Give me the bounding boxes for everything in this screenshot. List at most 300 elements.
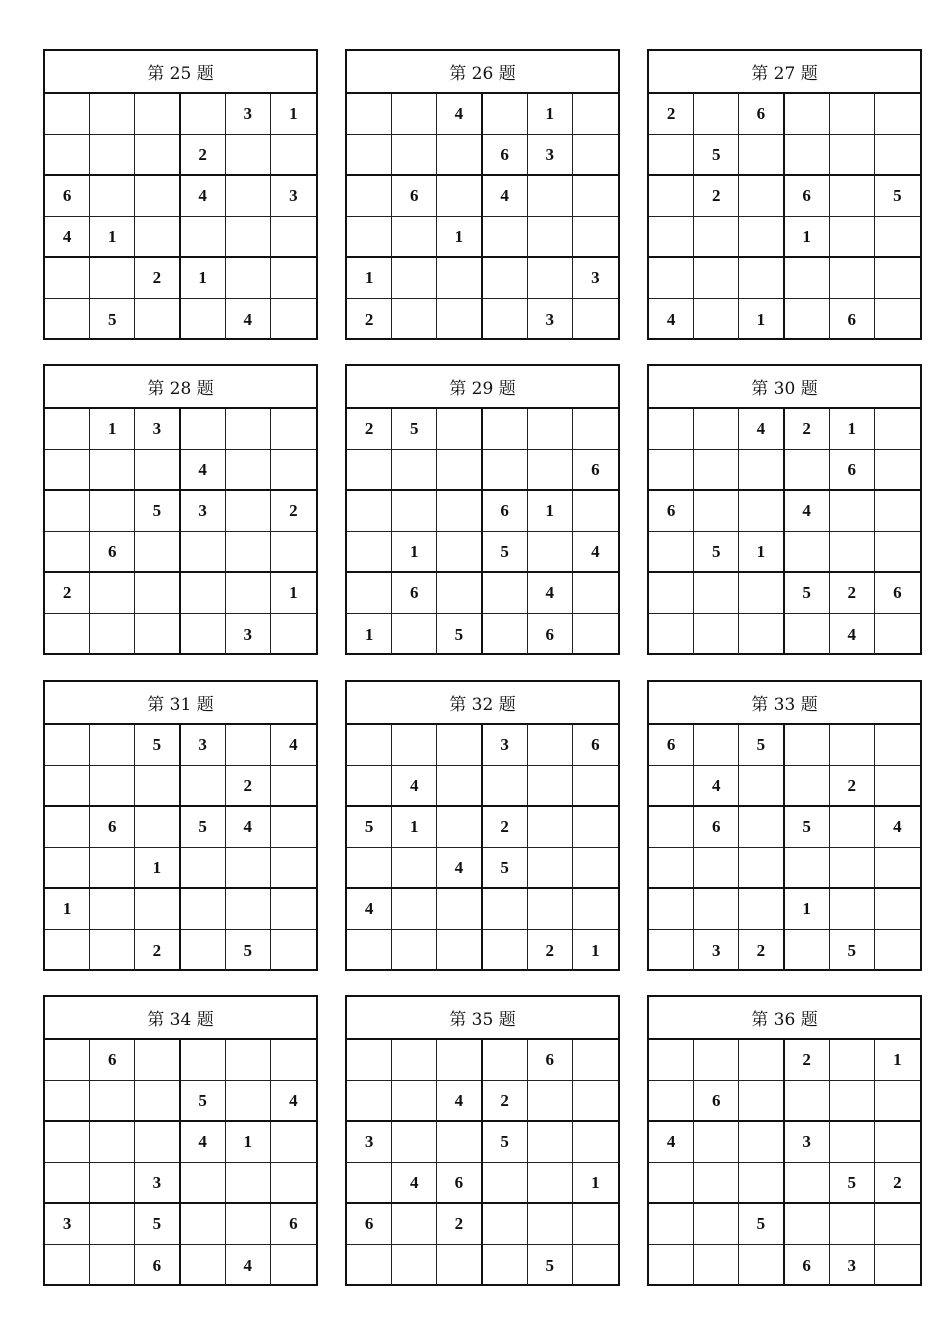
grid-cell bbox=[90, 1245, 135, 1286]
grid-cell: 4 bbox=[271, 725, 316, 766]
grid-cell: 4 bbox=[392, 766, 437, 807]
grid-cell bbox=[226, 725, 271, 766]
grid-cell bbox=[45, 1081, 90, 1122]
grid-cell bbox=[649, 1081, 694, 1122]
grid-cell bbox=[271, 848, 316, 889]
grid-cell bbox=[392, 258, 437, 299]
grid-cell bbox=[483, 1245, 528, 1286]
grid-cell: 5 bbox=[135, 725, 180, 766]
grid-cell bbox=[875, 299, 920, 340]
grid-cell: 2 bbox=[181, 135, 226, 176]
puzzle-title: 第 26 题 bbox=[347, 51, 618, 94]
grid-cell: 1 bbox=[226, 1122, 271, 1163]
grid-cell bbox=[528, 889, 573, 930]
grid-cell: 4 bbox=[694, 766, 739, 807]
grid-cell bbox=[694, 1040, 739, 1081]
grid-cell bbox=[90, 1204, 135, 1245]
grid-cell: 1 bbox=[347, 614, 392, 655]
grid-cell bbox=[649, 807, 694, 848]
grid-cell bbox=[45, 766, 90, 807]
grid-cell bbox=[528, 409, 573, 450]
grid-cell bbox=[437, 409, 482, 450]
grid-cell: 4 bbox=[739, 409, 784, 450]
grid-cell bbox=[528, 848, 573, 889]
grid-cell: 6 bbox=[694, 1081, 739, 1122]
grid-cell bbox=[181, 532, 226, 573]
grid-cell: 2 bbox=[830, 766, 875, 807]
grid-cell: 4 bbox=[649, 1122, 694, 1163]
sudoku-puzzle bbox=[345, 680, 620, 971]
grid-cell bbox=[739, 573, 784, 614]
grid-cell bbox=[739, 491, 784, 532]
grid-cell bbox=[483, 299, 528, 340]
grid-cell: 3 bbox=[181, 491, 226, 532]
grid-cell bbox=[347, 725, 392, 766]
grid-cell: 1 bbox=[135, 848, 180, 889]
grid-cell bbox=[437, 573, 482, 614]
grid-cell: 4 bbox=[181, 450, 226, 491]
grid-cell bbox=[437, 1040, 482, 1081]
grid-cell bbox=[271, 807, 316, 848]
grid-cell bbox=[347, 1040, 392, 1081]
grid-cell bbox=[694, 614, 739, 655]
grid-cell: 6 bbox=[649, 725, 694, 766]
puzzle-grid bbox=[45, 1040, 316, 1286]
grid-cell: 3 bbox=[694, 930, 739, 971]
grid-cell bbox=[875, 1245, 920, 1286]
grid-cell bbox=[785, 135, 830, 176]
sudoku-puzzle bbox=[43, 680, 318, 971]
grid-cell bbox=[90, 614, 135, 655]
grid-cell bbox=[392, 1040, 437, 1081]
grid-cell bbox=[437, 766, 482, 807]
grid-cell: 6 bbox=[830, 450, 875, 491]
grid-cell bbox=[271, 409, 316, 450]
grid-cell bbox=[45, 1245, 90, 1286]
grid-cell: 3 bbox=[830, 1245, 875, 1286]
grid-cell bbox=[135, 176, 180, 217]
grid-cell bbox=[649, 217, 694, 258]
puzzle-grid bbox=[649, 1040, 920, 1286]
grid-cell bbox=[45, 725, 90, 766]
sudoku-puzzle bbox=[647, 49, 922, 340]
grid-cell bbox=[875, 930, 920, 971]
sudoku-puzzle bbox=[345, 49, 620, 340]
grid-cell bbox=[739, 766, 784, 807]
grid-cell: 1 bbox=[591, 940, 600, 960]
grid-cell bbox=[90, 491, 135, 532]
grid-cell bbox=[392, 725, 437, 766]
puzzle-grid bbox=[649, 94, 920, 340]
grid-cell bbox=[437, 491, 482, 532]
puzzle-grid bbox=[45, 94, 316, 340]
grid-cell: 6 bbox=[483, 135, 528, 176]
grid-cell bbox=[347, 573, 392, 614]
grid-cell bbox=[649, 135, 694, 176]
grid-cell bbox=[528, 725, 573, 766]
puzzle-grid bbox=[347, 94, 618, 340]
grid-cell bbox=[694, 1163, 739, 1204]
grid-cell bbox=[347, 450, 392, 491]
grid-cell bbox=[135, 1040, 180, 1081]
grid-cell: 4 bbox=[785, 491, 830, 532]
grid-cell: 5 bbox=[135, 1204, 180, 1245]
grid-cell bbox=[45, 1040, 90, 1081]
grid-cell: 2 bbox=[694, 176, 739, 217]
grid-cell: 4 bbox=[226, 1245, 271, 1286]
grid-cell bbox=[649, 848, 694, 889]
grid-cell bbox=[90, 258, 135, 299]
grid-cell bbox=[483, 573, 528, 614]
grid-cell bbox=[226, 889, 271, 930]
grid-cell: 1 bbox=[271, 573, 316, 614]
grid-cell bbox=[135, 299, 180, 340]
grid-cell: 4 bbox=[437, 848, 482, 889]
grid-cell: 5 bbox=[694, 135, 739, 176]
grid-cell bbox=[437, 176, 482, 217]
grid-cell bbox=[181, 1163, 226, 1204]
puzzle-title: 第 30 题 bbox=[649, 366, 920, 409]
grid-cell bbox=[483, 766, 528, 807]
grid-cell: 6 bbox=[528, 614, 573, 655]
grid-cell bbox=[694, 848, 739, 889]
grid-cell bbox=[392, 135, 437, 176]
grid-cell bbox=[739, 614, 784, 655]
grid-cell: 3 bbox=[785, 1122, 830, 1163]
grid-cell bbox=[271, 1163, 316, 1204]
grid-cell: 3 bbox=[271, 176, 316, 217]
grid-cell bbox=[347, 135, 392, 176]
grid-cell bbox=[785, 258, 830, 299]
grid-cell bbox=[528, 532, 573, 573]
grid-cell: 2 bbox=[135, 930, 180, 971]
grid-cell bbox=[649, 573, 694, 614]
grid-cell: 4 bbox=[830, 614, 875, 655]
grid-cell bbox=[694, 1122, 739, 1163]
grid-cell: 1 bbox=[437, 217, 482, 258]
puzzle-grid bbox=[649, 725, 920, 971]
grid-cell bbox=[45, 135, 90, 176]
grid-cell bbox=[437, 1245, 482, 1286]
puzzle-title: 第 28 题 bbox=[45, 366, 316, 409]
grid-cell bbox=[649, 409, 694, 450]
grid-cell bbox=[45, 94, 90, 135]
grid-cell bbox=[226, 176, 271, 217]
grid-cell: 2 bbox=[483, 1081, 528, 1122]
grid-cell: 1 bbox=[785, 217, 830, 258]
grid-cell bbox=[135, 573, 180, 614]
grid-cell bbox=[181, 94, 226, 135]
sudoku-puzzle bbox=[345, 364, 620, 655]
grid-cell bbox=[45, 409, 90, 450]
grid-cell: 1 bbox=[875, 1040, 920, 1081]
grid-cell bbox=[528, 1122, 573, 1163]
grid-cell bbox=[830, 532, 875, 573]
grid-cell bbox=[392, 1081, 437, 1122]
grid-cell bbox=[181, 848, 226, 889]
grid-cell bbox=[226, 217, 271, 258]
grid-cell: 6 bbox=[483, 491, 528, 532]
grid-cell: 5 bbox=[739, 1204, 784, 1245]
grid-cell bbox=[785, 848, 830, 889]
grid-cell bbox=[226, 450, 271, 491]
grid-cell: 5 bbox=[483, 848, 528, 889]
grid-cell bbox=[45, 848, 90, 889]
grid-cell bbox=[785, 450, 830, 491]
grid-cell bbox=[347, 176, 392, 217]
grid-cell: 4 bbox=[528, 573, 573, 614]
grid-cell bbox=[135, 1081, 180, 1122]
grid-cell bbox=[347, 1081, 392, 1122]
grid-cell: 5 bbox=[785, 807, 830, 848]
grid-cell: 1 bbox=[347, 258, 392, 299]
grid-cell bbox=[528, 766, 573, 807]
grid-cell: 1 bbox=[271, 94, 316, 135]
grid-cell: 2 bbox=[483, 807, 528, 848]
grid-cell bbox=[785, 299, 830, 340]
grid-cell bbox=[226, 491, 271, 532]
grid-cell bbox=[875, 409, 920, 450]
grid-cell: 4 bbox=[271, 1081, 316, 1122]
grid-cell bbox=[347, 766, 392, 807]
grid-cell: 5 bbox=[483, 532, 528, 573]
puzzle-title: 第 27 题 bbox=[649, 51, 920, 94]
grid-cell bbox=[90, 1163, 135, 1204]
grid-cell: 6 bbox=[649, 491, 694, 532]
grid-cell bbox=[875, 614, 920, 655]
grid-cell bbox=[830, 258, 875, 299]
grid-cell bbox=[694, 725, 739, 766]
grid-cell bbox=[483, 409, 528, 450]
grid-cell bbox=[392, 491, 437, 532]
grid-cell bbox=[347, 94, 392, 135]
grid-cell: 5 bbox=[181, 807, 226, 848]
grid-cell bbox=[785, 725, 830, 766]
grid-cell bbox=[649, 258, 694, 299]
puzzle-grid bbox=[347, 409, 618, 655]
grid-cell bbox=[90, 725, 135, 766]
grid-cell bbox=[90, 766, 135, 807]
grid-cell bbox=[437, 725, 482, 766]
grid-cell: 3 bbox=[135, 1163, 180, 1204]
grid-cell bbox=[528, 807, 573, 848]
grid-cell bbox=[830, 725, 875, 766]
grid-cell: 2 bbox=[739, 930, 784, 971]
grid-cell bbox=[226, 1081, 271, 1122]
grid-cell: 1 bbox=[528, 491, 573, 532]
grid-cell bbox=[483, 614, 528, 655]
grid-cell bbox=[649, 532, 694, 573]
grid-cell: 1 bbox=[785, 889, 830, 930]
grid-cell: 3 bbox=[181, 725, 226, 766]
grid-cell bbox=[90, 930, 135, 971]
grid-cell bbox=[830, 848, 875, 889]
grid-cell bbox=[392, 450, 437, 491]
grid-cell bbox=[90, 889, 135, 930]
grid-cell: 1 bbox=[45, 889, 90, 930]
sudoku-puzzle bbox=[647, 680, 922, 971]
grid-cell bbox=[271, 889, 316, 930]
grid-cell bbox=[392, 930, 437, 971]
grid-cell bbox=[181, 299, 226, 340]
grid-cell bbox=[135, 889, 180, 930]
grid-cell bbox=[694, 1204, 739, 1245]
grid-cell: 6 bbox=[785, 176, 830, 217]
grid-cell bbox=[181, 217, 226, 258]
grid-cell bbox=[226, 532, 271, 573]
grid-cell bbox=[45, 532, 90, 573]
sudoku-puzzle bbox=[647, 364, 922, 655]
grid-cell bbox=[483, 889, 528, 930]
puzzle-grid bbox=[649, 409, 920, 655]
grid-cell: 4 bbox=[875, 807, 920, 848]
grid-cell bbox=[271, 532, 316, 573]
grid-cell: 4 bbox=[392, 1163, 437, 1204]
grid-cell bbox=[181, 930, 226, 971]
grid-cell bbox=[271, 766, 316, 807]
grid-cell bbox=[392, 94, 437, 135]
grid-cell: 3 bbox=[573, 258, 618, 299]
grid-cell bbox=[483, 217, 528, 258]
grid-cell bbox=[830, 176, 875, 217]
grid-cell: 6 bbox=[135, 1245, 180, 1286]
grid-cell: 3 bbox=[528, 299, 573, 340]
grid-cell bbox=[392, 1245, 437, 1286]
grid-cell bbox=[649, 614, 694, 655]
grid-cell: 5 bbox=[226, 930, 271, 971]
grid-cell: 3 bbox=[347, 1122, 392, 1163]
puzzle-title: 第 33 题 bbox=[649, 682, 920, 725]
grid-cell bbox=[483, 930, 528, 971]
grid-cell bbox=[875, 1081, 920, 1122]
grid-cell bbox=[649, 1245, 694, 1286]
grid-cell: 6 bbox=[90, 1040, 135, 1081]
puzzle-grid bbox=[45, 409, 316, 655]
grid-cell: 5 bbox=[830, 1163, 875, 1204]
grid-cell bbox=[181, 409, 226, 450]
grid-cell: 1 bbox=[90, 217, 135, 258]
grid-cell bbox=[573, 766, 618, 807]
grid-cell bbox=[875, 532, 920, 573]
grid-cell bbox=[437, 807, 482, 848]
grid-cell bbox=[437, 930, 482, 971]
grid-cell: 2 bbox=[875, 1163, 920, 1204]
grid-cell bbox=[437, 532, 482, 573]
grid-cell bbox=[830, 491, 875, 532]
sudoku-puzzle bbox=[43, 995, 318, 1286]
grid-cell bbox=[694, 299, 739, 340]
grid-cell bbox=[875, 258, 920, 299]
grid-cell bbox=[875, 725, 920, 766]
grid-cell bbox=[271, 1122, 316, 1163]
grid-cell bbox=[528, 1163, 573, 1204]
grid-cell bbox=[875, 766, 920, 807]
grid-cell bbox=[573, 409, 618, 450]
grid-cell bbox=[45, 258, 90, 299]
grid-cell: 1 bbox=[392, 807, 437, 848]
grid-cell bbox=[392, 1122, 437, 1163]
grid-cell bbox=[649, 176, 694, 217]
grid-cell bbox=[392, 217, 437, 258]
grid-cell bbox=[785, 94, 830, 135]
grid-cell: 5 bbox=[392, 409, 437, 450]
grid-cell bbox=[135, 217, 180, 258]
grid-cell: 2 bbox=[785, 409, 830, 450]
grid-cell bbox=[181, 573, 226, 614]
puzzle-title: 第 36 题 bbox=[649, 997, 920, 1040]
grid-cell bbox=[694, 573, 739, 614]
grid-cell: 1 bbox=[392, 532, 437, 573]
grid-cell bbox=[573, 573, 618, 614]
grid-cell bbox=[90, 1081, 135, 1122]
grid-cell bbox=[739, 807, 784, 848]
grid-cell: 6 bbox=[875, 573, 920, 614]
grid-cell bbox=[875, 491, 920, 532]
grid-cell bbox=[483, 1204, 528, 1245]
grid-cell: 1 bbox=[90, 409, 135, 450]
puzzle-title: 第 35 题 bbox=[347, 997, 618, 1040]
grid-cell bbox=[875, 889, 920, 930]
grid-cell: 4 bbox=[181, 176, 226, 217]
grid-cell bbox=[649, 1163, 694, 1204]
grid-cell: 4 bbox=[226, 299, 271, 340]
grid-cell bbox=[483, 1040, 528, 1081]
grid-cell bbox=[226, 848, 271, 889]
grid-cell bbox=[226, 573, 271, 614]
grid-cell: 6 bbox=[392, 573, 437, 614]
grid-cell bbox=[437, 258, 482, 299]
grid-cell bbox=[135, 766, 180, 807]
grid-cell bbox=[739, 1163, 784, 1204]
grid-cell bbox=[649, 1040, 694, 1081]
grid-cell bbox=[830, 807, 875, 848]
grid-cell: 5 bbox=[694, 532, 739, 573]
grid-cell: 5 bbox=[483, 1122, 528, 1163]
grid-cell bbox=[739, 450, 784, 491]
grid-cell bbox=[573, 299, 618, 340]
grid-cell bbox=[392, 1204, 437, 1245]
grid-cell bbox=[875, 1204, 920, 1245]
grid-cell bbox=[785, 766, 830, 807]
grid-cell: 2 bbox=[649, 94, 694, 135]
grid-cell bbox=[226, 1040, 271, 1081]
sudoku-puzzle bbox=[43, 49, 318, 340]
grid-cell bbox=[392, 848, 437, 889]
grid-cell: 2 bbox=[135, 258, 180, 299]
grid-cell bbox=[271, 450, 316, 491]
grid-cell bbox=[271, 930, 316, 971]
grid-cell bbox=[45, 299, 90, 340]
grid-cell bbox=[739, 1122, 784, 1163]
grid-cell: 6 bbox=[739, 94, 784, 135]
grid-cell bbox=[437, 1122, 482, 1163]
grid-cell bbox=[739, 135, 784, 176]
grid-cell bbox=[528, 176, 573, 217]
grid-cell: 3 bbox=[226, 94, 271, 135]
grid-cell bbox=[181, 1040, 226, 1081]
grid-cell bbox=[181, 1204, 226, 1245]
grid-cell: 4 bbox=[649, 299, 694, 340]
grid-cell bbox=[181, 766, 226, 807]
grid-cell: 2 bbox=[226, 766, 271, 807]
grid-cell bbox=[573, 176, 618, 217]
grid-cell bbox=[739, 848, 784, 889]
grid-cell: 2 bbox=[528, 930, 573, 971]
grid-cell: 1 bbox=[528, 94, 573, 135]
grid-cell: 5 bbox=[528, 1245, 573, 1286]
grid-cell: 5 bbox=[437, 614, 482, 655]
grid-cell bbox=[347, 532, 392, 573]
